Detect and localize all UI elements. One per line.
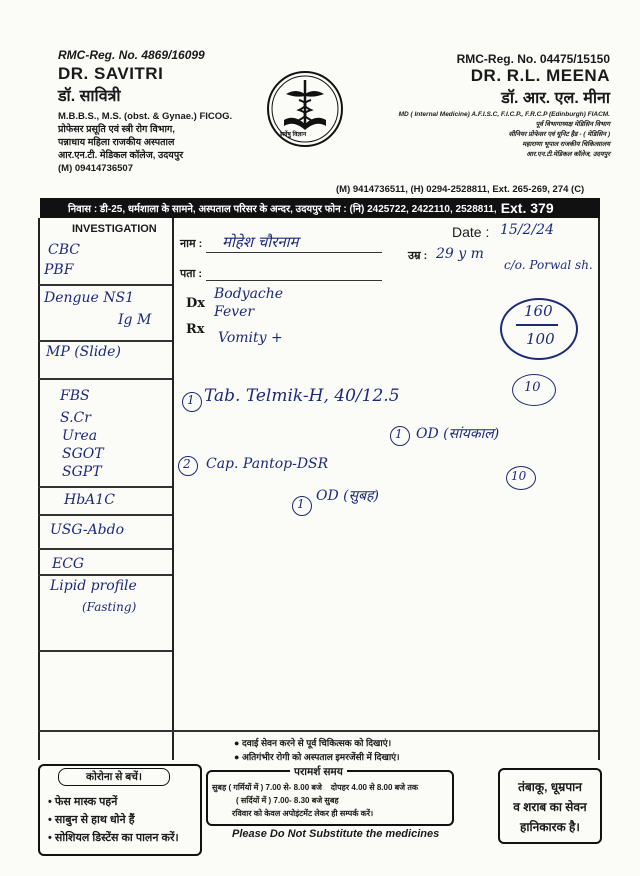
doctor-name-left-hindi: डॉ. सावित्री: [58, 88, 121, 105]
rx-qty-2: 10: [511, 469, 527, 483]
consult-line-2: ( सर्दियों में ) 7.00- 8.30 बजे सुबह: [236, 796, 339, 805]
title-left-1: प्रोफेसर प्रसूति एवं स्त्री रोग विभाग,: [58, 124, 175, 135]
rx-qty-1: 10: [524, 380, 541, 395]
doctor-name-right-hindi: डॉ. आर. एल. मीना: [501, 90, 610, 107]
note-1: ● दवाई सेवन करने से पूर्व चिकित्सक को दिखाएं।: [234, 738, 392, 748]
bp-top: 160: [524, 302, 553, 320]
rx-drug-2: Cap. Pantop-DSR: [206, 456, 329, 472]
rx-note: Vomity +: [218, 330, 283, 346]
rx-label: Rx: [186, 322, 205, 337]
rx-dose-1: OD (सांयकाल): [416, 426, 500, 442]
mobile-left: (M) 09414736507: [58, 163, 133, 174]
rx-num-2-text: 2: [183, 457, 191, 471]
doctor-left-block: [58, 48, 268, 175]
list-item: CBC: [48, 242, 80, 258]
list-item: SGPT: [62, 464, 102, 480]
tobacco-line-1: तंबाकू, धूम्रपान: [518, 780, 582, 794]
corona-item-1: • फेस मास्क पहनें: [48, 796, 118, 808]
title-left-2: पन्नाधाय महिला राजकीय अस्पताल: [58, 137, 175, 148]
column-divider: [172, 218, 174, 760]
name-label: नाम :: [180, 238, 203, 250]
list-item: Lipid profile: [50, 578, 137, 594]
title-right-3: महाराणा भूपाल राजकीय चिकित्सालय: [522, 141, 610, 148]
corona-title: कोरोना से बचें।: [58, 768, 170, 786]
list-item: Ig M: [118, 312, 152, 328]
dx-label: Dx: [186, 296, 206, 311]
tobacco-line-2: व शराब का सेवन: [513, 800, 587, 814]
title-left-3: आर.एन.टी. मेडिकल कॉलेज, उदयपुर: [58, 150, 184, 161]
rx-num-1-text: 1: [187, 393, 195, 407]
list-item: PBF: [44, 262, 74, 278]
investigation-heading: INVESTIGATION: [72, 223, 157, 235]
left-border: [38, 218, 40, 760]
patient-age: 29 y m: [436, 246, 484, 262]
rx-drug-1: Tab. Telmik-H, 40/12.5: [204, 386, 400, 406]
list-item: ECG: [52, 556, 85, 572]
caduceus-emblem-icon: [266, 70, 344, 148]
dx-line-1: Bodyache: [214, 286, 284, 302]
date-value: 15/2/24: [500, 222, 554, 238]
reg-number-left: RMC-Reg. No. 4869/16099: [58, 48, 205, 62]
substitute-note: Please Do Not Substitute the medicines: [232, 828, 440, 840]
list-item: (Fasting): [82, 600, 137, 614]
list-item: USG-Abdo: [50, 522, 125, 538]
bp-bottom: 100: [526, 330, 555, 348]
degrees-left: M.B.B.S., M.S. (obst. & Gynae.) FICOG.: [58, 111, 233, 122]
address-text: निवास : डी-25, धर्मशाला के सामने, अस्पताल परिसर के अन्दर, उदयपुर फोन : (नि) 2425722, 2422110, 2528811,: [68, 204, 497, 215]
logo-motto: सर्वेषु विज्ञान: [280, 132, 307, 138]
title-right-4: आर.एन.टी.मेडिकल कॉलेज, उदयपुर: [526, 151, 610, 158]
patient-name: मोहेश चौरनाम: [222, 233, 299, 251]
title-right-1: पूर्व विभागाध्यक्ष मेडिसिन विभाग: [535, 121, 610, 128]
care-of: c/o. Porwal sh.: [504, 258, 593, 272]
consult-title: परामर्श समय: [290, 765, 347, 779]
address-label: पता :: [180, 268, 203, 280]
list-item: SGOT: [62, 446, 104, 462]
corona-item-3: • सोशियल डिस्टेंस का पालन करें।: [48, 832, 179, 844]
tobacco-line-3: हानिकारक है।: [520, 820, 580, 834]
right-border: [598, 218, 600, 760]
title-right-2: सीनियर प्रोफेसर एवं यूनिट हैड - ( मेडिसिन ): [508, 131, 610, 138]
reg-number-right: RMC-Reg. No. 04475/15150: [456, 52, 610, 66]
dose-num-1: 1: [395, 427, 403, 441]
dose-num-2: 1: [297, 497, 305, 511]
doctor-name-right: DR. R.L. MEENA: [470, 66, 610, 85]
consult-line-3: रविवार को केवल अपोइंटमेंट लेकर ही सम्पर्क करें।: [232, 809, 374, 818]
date-label: Date :: [452, 224, 490, 240]
note-2: ● अतिगंभीर रोगी को अस्पताल इमरजेंसी में दिखाएं।: [234, 752, 400, 762]
dx-line-2: Fever: [214, 304, 255, 320]
list-item: FBS: [60, 388, 90, 404]
doctor-right-block: [360, 52, 610, 160]
address-band: [40, 198, 600, 218]
corona-item-2: • साबुन से हाथ धोने हैं: [48, 814, 135, 826]
rx-dose-2: OD (सुबह): [316, 488, 379, 504]
degrees-right: MD ( Internal Medicine) A.F.I.S.C, F.I.C.P., F.R.C.P (Edinburgh) FIACM.: [398, 111, 610, 118]
list-item: Dengue NS1: [44, 290, 134, 306]
list-item: S.Cr: [60, 410, 91, 426]
list-item: MP (Slide): [46, 344, 121, 360]
consult-line-1: सुबह ( गर्मियों में ) 7.00 से- 8.00 बजे दोपहर 4.00 से 8.00 बजे तक: [212, 783, 419, 792]
doctor-name-left: DR. SAVITRI: [58, 64, 164, 83]
list-item: Urea: [62, 428, 98, 444]
age-label: उम्र :: [408, 250, 428, 262]
ext-number: Ext. 379: [500, 200, 554, 216]
list-item: HbA1C: [64, 492, 115, 508]
phones-right: (M) 9414736511, (H) 0294-2528811, Ext. 265-269, 274 (C): [336, 184, 585, 195]
